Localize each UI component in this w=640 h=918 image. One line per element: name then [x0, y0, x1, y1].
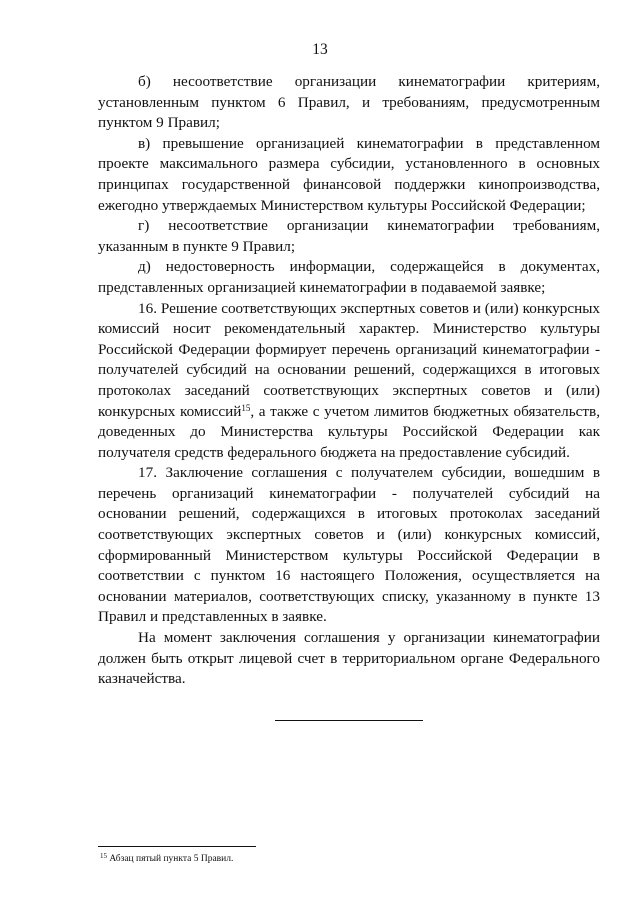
paragraph-item-16-text-end: , а также с учетом лимитов бюджетных обязательств, доведенных до Министерства культуры Российской Федерации как получателя средств федерального бюджета на предоставление субсидий.	[98, 402, 601, 461]
end-of-text-rule	[275, 720, 423, 721]
paragraph-item-16-text-start: 16. Решение соответствующих экспертных советов и (или) конкурсных комиссий носит рекомендательный характер. Министерство культуры Российской Федерации формирует перечень организаций кинематографии - получателей субсидий на основании решений, содержащихся в итоговых протоколах заседаний соответствующих экспертных советов и (или) конкурсных комиссий	[98, 299, 600, 420]
paragraph-subitem-v: в) превышение организацией кинематографии в представленном проекте максимального размера субсидии, установленного в основных принципах государственной финансовой поддержки кинопроизводства, ежегодно утверждаемых Министерством культуры Российской Федерации;	[98, 134, 600, 214]
footnote-reference-15[interactable]: 15	[241, 402, 251, 413]
paragraph-treasury-account: На момент заключения соглашения у организации кинематографии должен быть открыт лицевой счет в территориальном органе Федерального казначейства.	[98, 629, 600, 688]
paragraph-item-17: 17. Заключение соглашения с получателем субсидии, вошедшим в перечень организаций кинематографии - получателей субсидий на основании решений, содержащихся в итоговых протоколах заседаний соответствующих экспертных советов и (или) конкурсных комиссий, сформированный Министерством культуры Российской Федерации в соответствии с пунктом 16 настоящего Положения, осуществляется на основании материалов, соответствующих списку, указанному в пункте 13 Правил и представленных в заявке.	[98, 464, 600, 626]
footnote-text: Абзац пятый пункта 5 Правил.	[107, 854, 234, 864]
footnote-marker: 15	[100, 852, 107, 860]
footnote-15	[100, 853, 233, 865]
page-number: 13	[312, 41, 328, 58]
paragraph-subitem-g: г) несоответствие организации кинематографии требованиям, указанным в пункте 9 Правил;	[98, 217, 600, 255]
document-body	[98, 72, 600, 690]
paragraph-subitem-b: б) несоответствие организации кинематографии критериям, установленным пунктом 6 Правил, и требованиям, предусмотренным пунктом 9 Правил;	[98, 73, 600, 132]
paragraph-item-16	[98, 299, 600, 464]
footnote-separator	[98, 846, 256, 847]
paragraph-subitem-d: д) недостоверность информации, содержащейся в документах, представленных организацией кинематографии в подаваемой заявке;	[98, 258, 600, 296]
